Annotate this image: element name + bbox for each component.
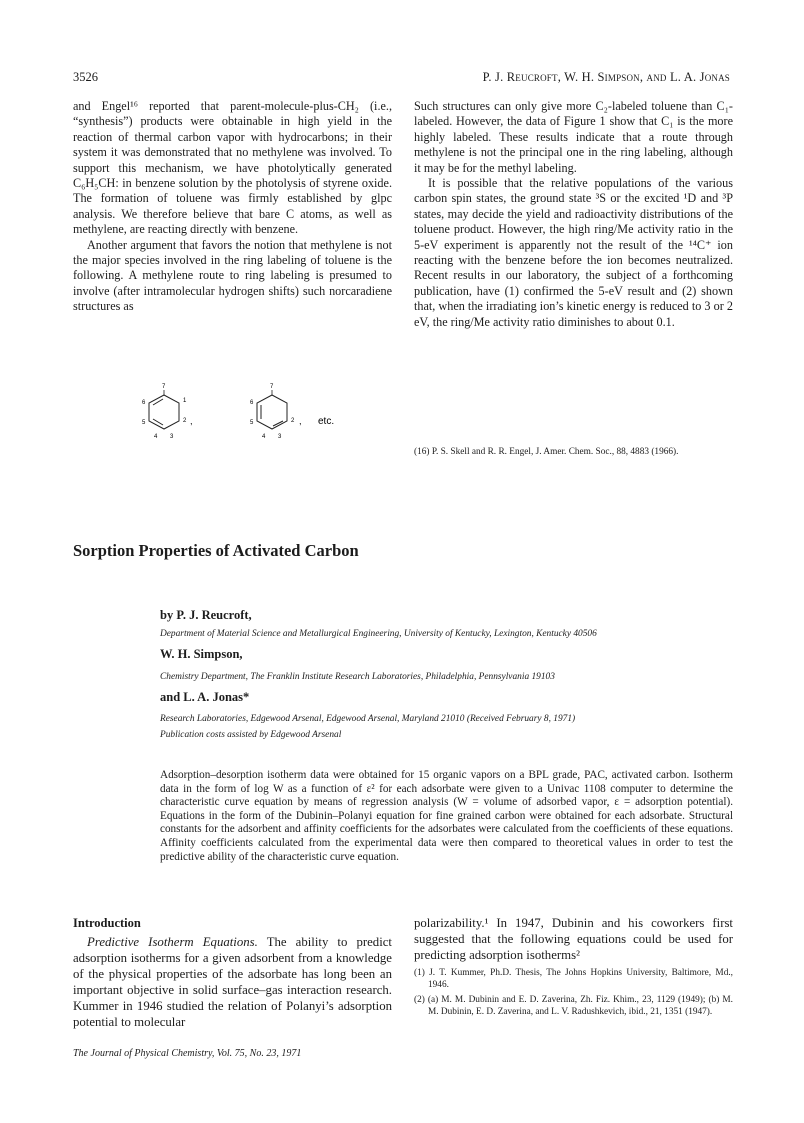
publication-costs-note: Publication costs assisted by Edgewood Arsenal	[160, 730, 342, 740]
abstract: Adsorption–desorption isotherm data were obtained for 15 organic vapors on a BPL grade, PAC, activated carbon. Isotherm data in the form of log W as a function of ε² for each adsorbate were given to a Univac 1108 computer to determine the characteristic curve equation by means of regression analysis (W = volume of adsorbed vapor, ε = adsorption potential). Equations in the form of the Dubinin–Polanyi equation for fine grained carbon were obtained for each adsorbate. Structural constants for the adsorbent and affinity coefficients for the adsorbates were calculated from the coefficients of these equations. Affinity coefficients calculated from the experimental data were then compared to theoretical values in order to test the predictive ability of the characteristic curve equation.	[160, 769, 733, 863]
atom-label: 3	[170, 434, 174, 440]
atom-label: 4	[154, 434, 158, 440]
right-column-top	[414, 99, 733, 330]
separator-comma: ,	[299, 416, 302, 426]
affiliation-2: Chemistry Department, The Franklin Institute Research Laboratories, Philadelphia, Pennsylvania 19103	[160, 672, 555, 682]
paragraph: and Engel¹⁶ reported that parent-molecule-plus-CH₂ (i.e., “synthesis”) products were obtainable in high yield in the reaction of thermal carbon vapor with hydrocarbons; in their system it was demonstrated that no methylene was involved. To support this mechanism, we have photolytically generated C₆H₅CH: in benzene solution by the photolysis of styrene oxide. The formation of toluene was firmly established by glpc analysis. We therefore believe that bare C atoms, as well as methylene, are reacting directly with benzene.	[73, 99, 392, 237]
atom-label: 4	[262, 434, 266, 440]
paragraph: Such structures can only give more C₂-labeled toluene than C₁-labeled. However, the data of Figure 1 show that C₁ is the more highly labeled. These results indicate that a route through methylene is not the principal one in the ring labeling, although it may be for the methyl labeling.	[414, 99, 733, 175]
journal-footer: The Journal of Physical Chemistry, Vol. 75, No. 23, 1971	[73, 1048, 302, 1059]
intro-left-column	[73, 934, 392, 1030]
affiliation-1: Department of Material Science and Metallurgical Engineering, University of Kentucky, Lexington, Kentucky 40506	[160, 629, 597, 639]
paragraph: Another argument that favors the notion that methylene is not the major species involved in the ring labeling of toluene is the following. A methylene route to ring labeling is presumed to involve (after intramolecular hydrogen shifts) such norcaradiene structures as	[73, 237, 392, 314]
paragraph: Predictive Isotherm Equations. The ability to predict adsorption isotherms for a given adsorbent from a knowledge of the physical properties of the adsorbate has long been an important objective in solid surface–gas interaction research. Kummer in 1946 studied the relation of Polanyi’s adsorption potential to molecular	[73, 935, 392, 1029]
atom-label: 7	[162, 384, 166, 390]
norcaradiene-structures	[140, 380, 380, 440]
atom-label: 5	[142, 420, 146, 426]
author-2: W. H. Simpson,	[160, 647, 243, 661]
author-3: and L. A. Jonas*	[160, 690, 250, 704]
article-title: Sorption Properties of Activated Carbon	[73, 541, 359, 560]
structure-2	[250, 384, 334, 440]
intro-right-column: polarizability.¹ In 1947, Dubinin and his coworkers first suggested that the following equations could be used for predicting adsorption isotherms²	[414, 916, 733, 962]
atom-label: 6	[142, 400, 146, 406]
affiliation-3: Research Laboratories, Edgewood Arsenal, Edgewood Arsenal, Maryland 21010 (Received February 8, 1971)	[160, 714, 576, 724]
atom-label: 1	[183, 398, 187, 404]
etc-label: etc.	[318, 416, 335, 427]
left-column-top	[73, 99, 392, 315]
atom-label: 2	[183, 418, 187, 424]
footnote-2: (2) (a) M. M. Dubinin and E. D. Zaverina, Zh. Fiz. Khim., 23, 1129 (1949); (b) M. M. Dubinin, E. D. Zaverina, and L. V. Radushkevich, ibid., 21, 1351 (1947).	[414, 995, 733, 1017]
separator-comma: ,	[190, 416, 193, 426]
atom-label: 7	[270, 384, 274, 390]
atom-label: 2	[291, 418, 295, 424]
footnote-1: (1) J. T. Kummer, Ph.D. Thesis, The Johns Hopkins University, Baltimore, Md., 1946.	[414, 968, 733, 990]
footnote-16: (16) P. S. Skell and R. R. Engel, J. Amer. Chem. Soc., 88, 4883 (1966).	[414, 447, 679, 457]
atom-label: 6	[250, 400, 254, 406]
running-head-authors: P. J. Reucroft, W. H. Simpson, and L. A. Jonas	[482, 70, 730, 84]
atom-label: 3	[278, 434, 282, 440]
structure-1	[142, 384, 193, 440]
paragraph: It is possible that the relative populations of the various carbon spin states, the ground state ³S or the excited ¹D and ³P states, may decide the yield and radioactivity distributions of the toluene product. However, the high ring/Me activity ratio in the 5-eV experiment is apparently not the result of the ¹⁴C⁺ ion reacting with the benzene before the ion becomes neutralized. Recent results in our laboratory, the subject of a forthcoming publication, have (1) confirmed the 5-eV result and (2) shown that, when the irradiating ion’s kinetic energy is reduced to 3 or 2 eV, the ring/Me activity ratio diminishes to about 0.1.	[414, 176, 733, 329]
page-number: 3526	[73, 70, 98, 84]
author-1: by P. J. Reucroft,	[160, 608, 252, 622]
atom-label: 5	[250, 420, 254, 426]
footnotes	[414, 967, 733, 1021]
subsection-heading: Predictive Isotherm Equations.	[87, 935, 258, 949]
section-heading-introduction: Introduction	[73, 916, 141, 930]
